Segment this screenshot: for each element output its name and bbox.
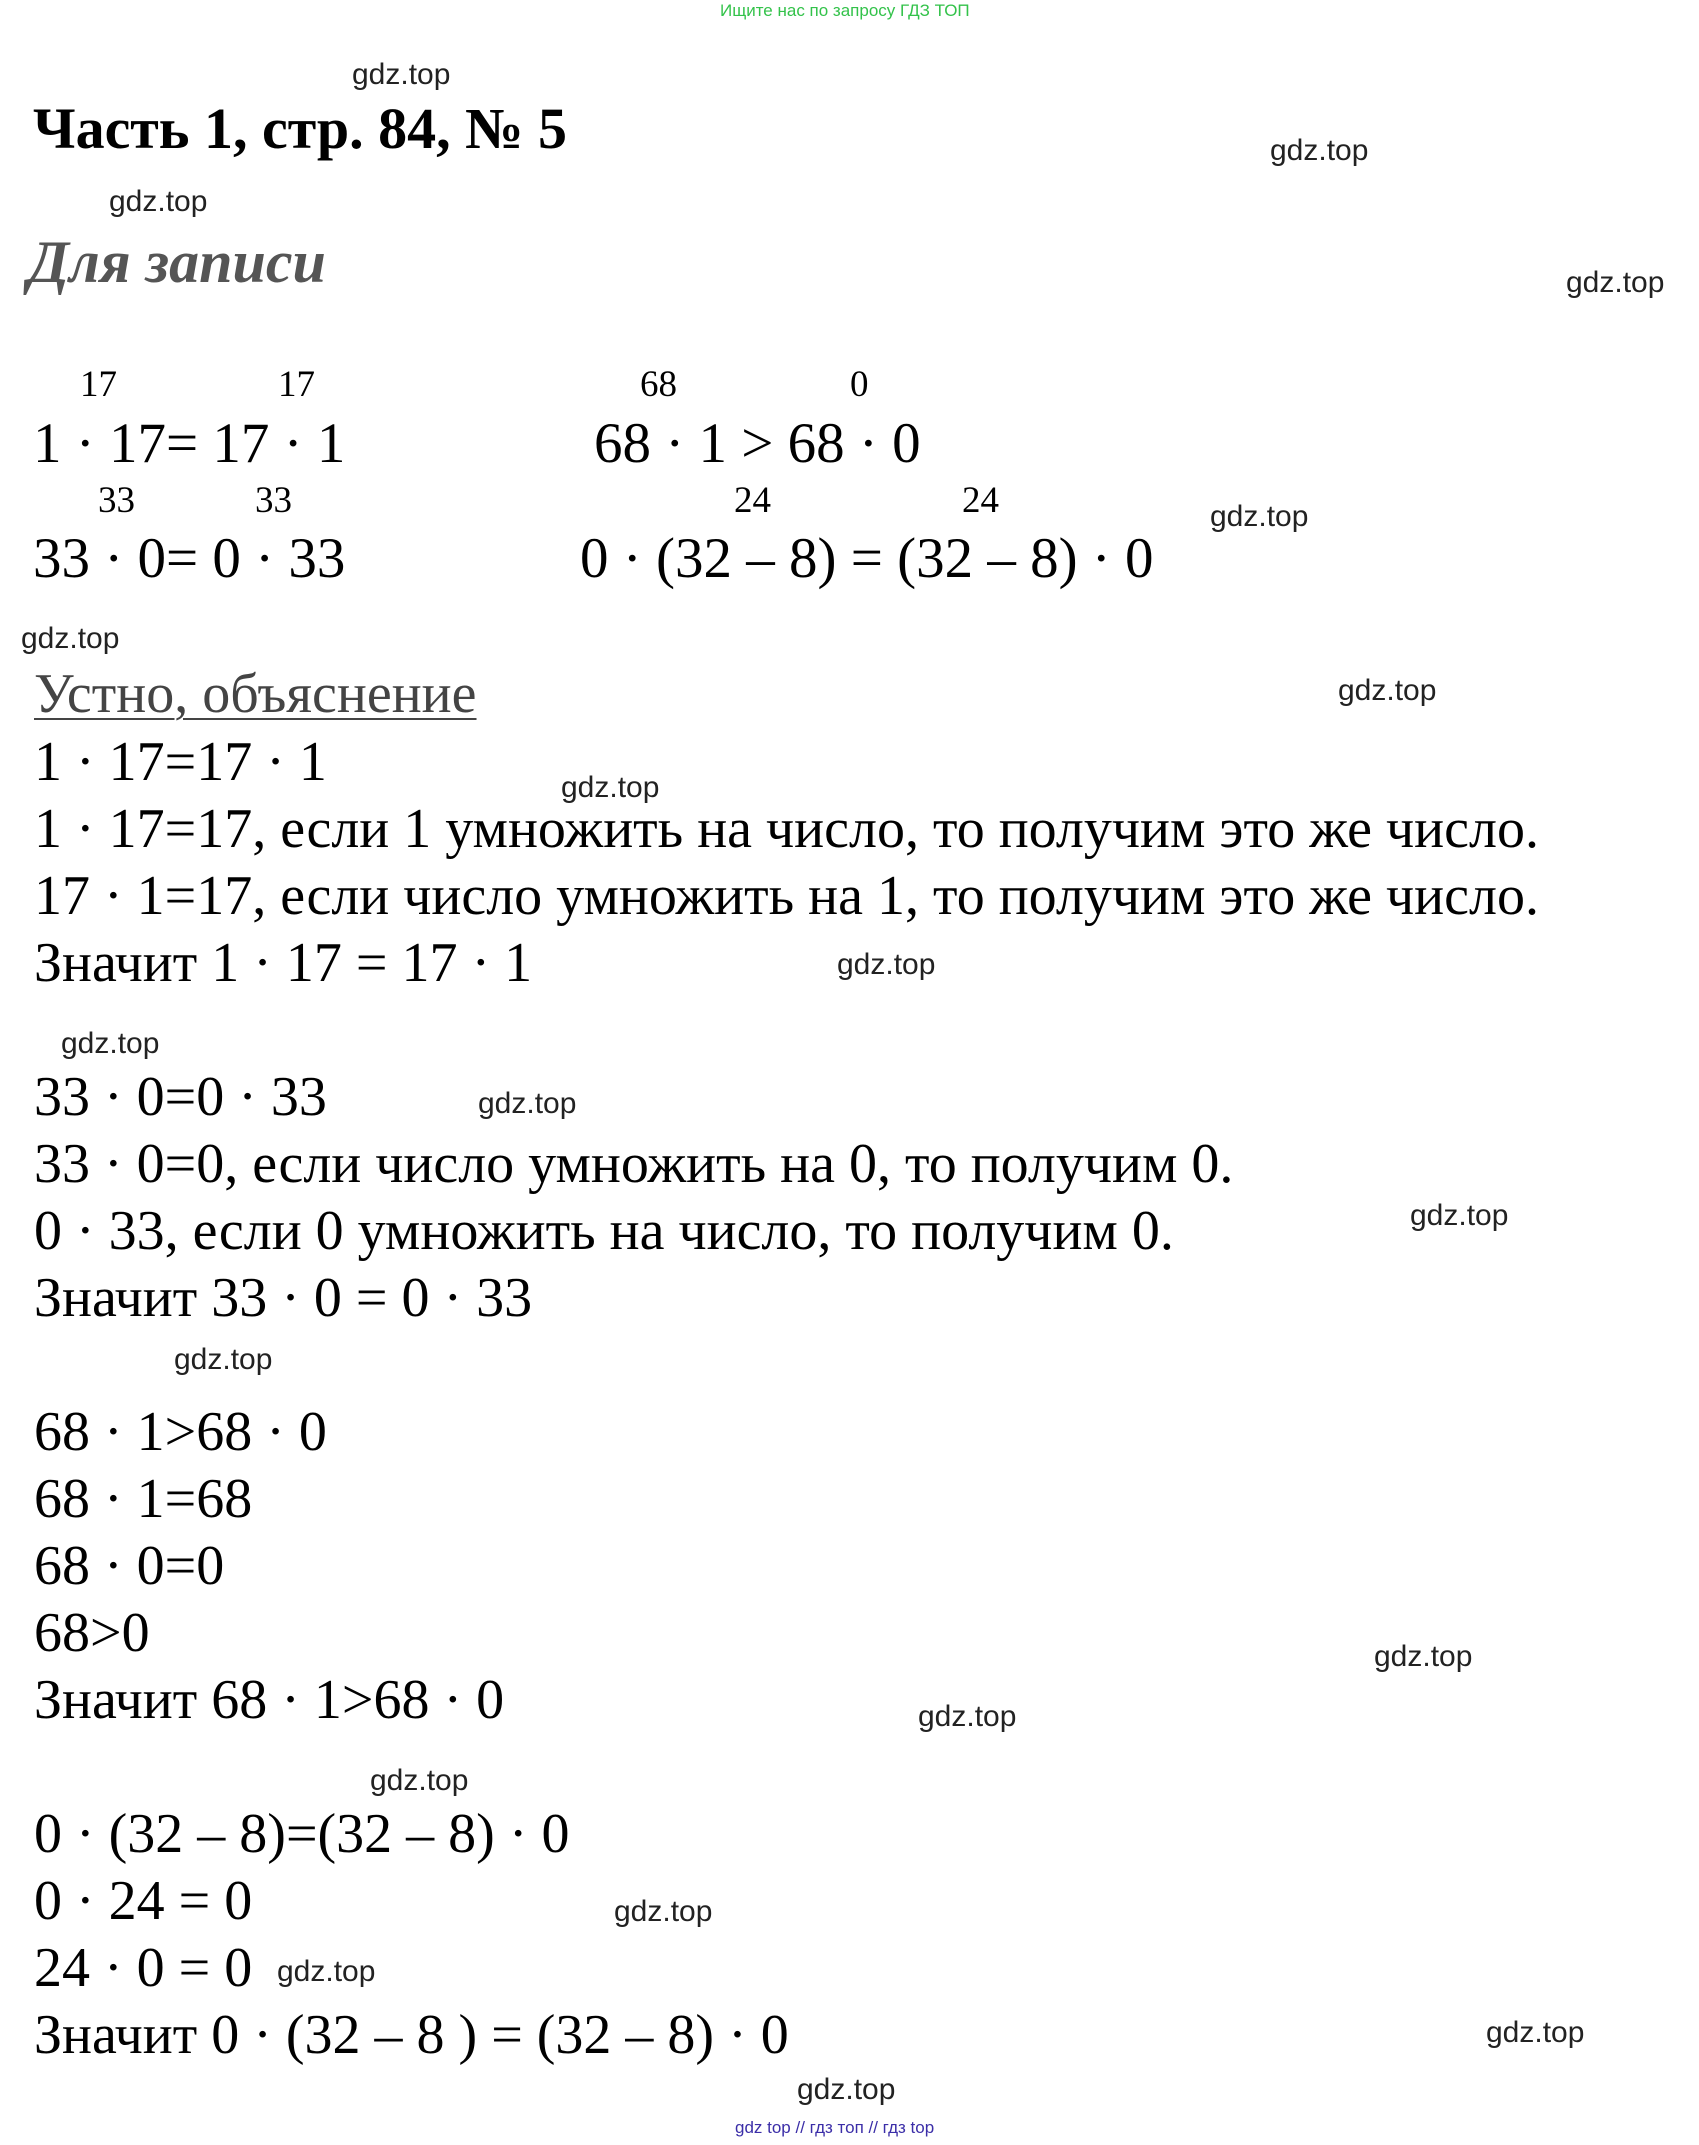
top-banner: Ищите нас по запросу ГДЗ ТОП [720, 1, 970, 20]
watermark: gdz.top [614, 1895, 713, 1928]
watermark: gdz.top [1566, 266, 1665, 299]
page-title: Часть 1, стр. 84, № 5 [33, 96, 567, 161]
watermark: gdz.top [370, 1764, 469, 1797]
explanation-line: 33 · 0=0 · 33 [34, 1066, 327, 1128]
explanation-line: 0 · 33, если 0 умножить на число, то получим 0. [34, 1200, 1174, 1262]
section-subtitle: Для записи [28, 229, 326, 295]
watermark: gdz.top [109, 185, 208, 218]
watermark: gdz.top [174, 1343, 273, 1376]
watermark: gdz.top [61, 1027, 160, 1060]
watermark: gdz.top [837, 948, 936, 981]
explanation-line: 68>0 [34, 1602, 150, 1664]
explanation-line: Значит 1 · 17 = 17 · 1 [34, 932, 533, 994]
explanation-line: 0 · (32 – 8)=(32 – 8) · 0 [34, 1803, 570, 1865]
explanation-line: 1 · 17=17, если 1 умножить на число, то получим это же число. [34, 798, 1539, 860]
explanation-line: 68 · 0=0 [34, 1535, 225, 1597]
watermark: gdz.top [277, 1955, 376, 1988]
watermark: gdz.top [1374, 1640, 1473, 1673]
annotation: 17 [278, 364, 315, 405]
oral-heading: Устно, объяснение [34, 663, 477, 725]
explanation-line: 33 · 0=0, если число умножить на 0, то получим 0. [34, 1133, 1234, 1195]
explanation-line: 1 · 17=17 · 1 [34, 731, 327, 793]
annotation: 33 [98, 480, 135, 521]
equation: 0 · (32 – 8) = (32 – 8) · 0 [580, 527, 1154, 590]
watermark: gdz.top [1270, 134, 1369, 167]
explanation-line: 24 · 0 = 0 [34, 1937, 253, 1999]
annotation: 24 [962, 480, 999, 521]
watermark: gdz.top [21, 622, 120, 655]
equation: 33 · 0= 0 · 33 [33, 527, 346, 590]
equation: 68 · 1 > 68 · 0 [594, 412, 921, 475]
annotation: 24 [734, 480, 771, 521]
explanation-line: Значит 33 · 0 = 0 · 33 [34, 1267, 533, 1329]
watermark: gdz.top [797, 2073, 896, 2106]
explanation-line: Значит 68 · 1>68 · 0 [34, 1669, 505, 1731]
watermark: gdz.top [352, 58, 451, 91]
explanation-line: 68 · 1>68 · 0 [34, 1401, 327, 1463]
watermark: gdz.top [1486, 2016, 1585, 2049]
watermark: gdz.top [1338, 674, 1437, 707]
watermark: gdz.top [1210, 500, 1309, 533]
explanation-line: 17 · 1=17, если число умножить на 1, то получим это же число. [34, 865, 1539, 927]
equation: 1 · 17= 17 · 1 [33, 412, 346, 475]
watermark: gdz.top [918, 1700, 1017, 1733]
explanation-line: 68 · 1=68 [34, 1468, 253, 1530]
explanation-line: 0 · 24 = 0 [34, 1870, 253, 1932]
explanation-line: Значит 0 · (32 – 8 ) = (32 – 8) · 0 [34, 2004, 789, 2066]
watermark: gdz.top [478, 1087, 577, 1120]
footer-text: gdz top // гдз топ // гдз top [735, 2118, 935, 2137]
annotation: 17 [80, 364, 117, 405]
annotation: 33 [255, 480, 292, 521]
watermark: gdz.top [1410, 1199, 1509, 1232]
annotation: 0 [850, 364, 869, 405]
annotation: 68 [640, 364, 677, 405]
watermark: gdz.top [561, 771, 660, 804]
